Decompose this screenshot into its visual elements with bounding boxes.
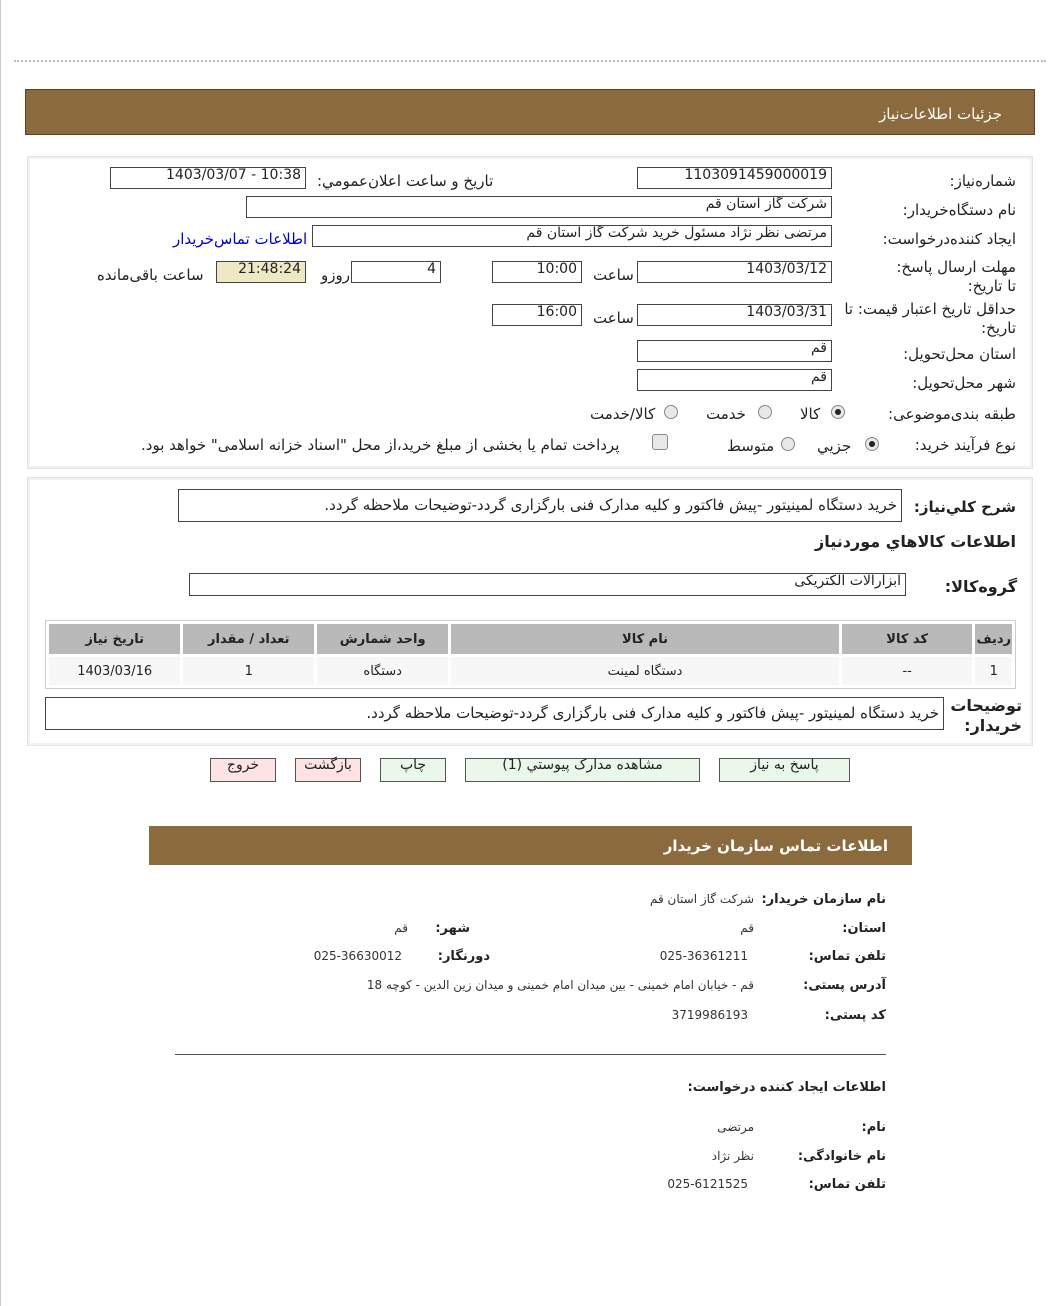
category-goods-service-label: کالا/خدمت — [590, 405, 656, 423]
category-goods-service-radio[interactable] — [664, 405, 678, 419]
deadline-time-field[interactable]: 10:00 — [492, 261, 582, 283]
days-label: روزو — [321, 266, 350, 284]
col-item-code: کد کالا — [842, 624, 973, 654]
need-number-label: شماره‌نیاز: — [949, 172, 1016, 190]
back-button[interactable]: بازگشت — [295, 758, 361, 782]
validity-hour-label: ساعت — [593, 309, 634, 327]
city-field[interactable]: قم — [637, 369, 832, 391]
buyer-org-field[interactable]: شرکت گاز استان قم — [246, 196, 832, 218]
contact-phone-value: 025-36361211 — [659, 949, 748, 963]
contact-city-label: شهر: — [435, 921, 470, 936]
requester-name-value: مرتضی — [717, 1120, 754, 1134]
contact-phone-label: تلفن تماس: — [808, 949, 886, 964]
process-medium-label: متوسط — [727, 437, 775, 455]
process-medium-radio[interactable] — [781, 437, 795, 451]
category-goods-radio[interactable] — [831, 405, 845, 419]
exit-button[interactable]: خروج — [210, 758, 276, 782]
requester-phone-value: 025-6121525 — [667, 1177, 748, 1191]
deadline-date-field[interactable]: 1403/03/12 — [637, 261, 832, 283]
goods-group-field[interactable]: ابزارالات الکتریکی — [189, 573, 906, 596]
cell-item-name: دستگاه لمینت — [451, 657, 839, 685]
contact-province-value: قم — [740, 921, 754, 935]
table-row — [49, 657, 1012, 685]
need-number-field[interactable]: 1103091459000019 — [637, 167, 832, 189]
page-left-border — [0, 0, 1, 1306]
buyer-notes-field[interactable]: خرید دستگاه لمینیتور -پیش فاکتور و کلیه مدارک فنی بارگزاری گردد-توضیحات ملاحظه گردد. — [45, 697, 944, 730]
category-goods-label: کالا — [800, 405, 821, 423]
summary-field[interactable]: خرید دستگاه لمینیتور -پیش فاکتور و کلیه مدارک فنی بارگزاری گردد-توضیحات ملاحظه گردد. — [178, 489, 902, 522]
buyer-contact-link[interactable]: اطلاعات تماس‌خريدار — [173, 230, 308, 248]
requester-family-value: نظر نژاد — [711, 1149, 754, 1163]
goods-table — [46, 621, 1015, 688]
contact-postal-label: کد پستی: — [824, 1008, 886, 1023]
summary-label: شرح کلي‌نياز: — [913, 498, 1016, 516]
col-item-name: نام کالا — [451, 624, 839, 654]
cell-quantity: 1 — [183, 657, 314, 685]
cell-need-date: 1403/03/16 — [49, 657, 180, 685]
announce-date-label: تاريخ و ساعت اعلان‌عمومي: — [317, 172, 494, 190]
col-quantity: تعداد / مقدار — [183, 624, 314, 654]
contact-org-value: شرکت گاز استان قم — [650, 892, 754, 906]
creator-label: ایجاد کننده‌درخواست: — [882, 230, 1016, 248]
category-service-label: خدمت — [706, 405, 746, 423]
buyer-notes-label: توضیحات خریدار: — [950, 696, 1022, 735]
province-field[interactable]: قم — [637, 340, 832, 362]
deadline-hour-label: ساعت — [593, 266, 634, 284]
goods-table-wrapper — [45, 620, 1016, 689]
treasury-payment-note: پرداخت تمام یا بخشی از مبلغ خرید،از محل "اسناد خزانه اسلامی" خواهد بود. — [141, 436, 620, 454]
col-row-number: رديف — [975, 624, 1012, 654]
contact-separator — [175, 1054, 886, 1055]
requester-phone-label: تلفن تماس: — [808, 1177, 886, 1192]
announce-date-field[interactable]: 1403/03/07 - 10:38 — [110, 167, 306, 189]
requester-name-label: نام: — [861, 1120, 886, 1135]
contact-address-label: آدرس پستی: — [803, 978, 886, 993]
print-button[interactable]: چاپ — [380, 758, 446, 782]
process-label: نوع فرآیند خرید: — [914, 436, 1016, 454]
cell-unit: دستگاه — [317, 657, 448, 685]
process-minor-radio[interactable] — [865, 437, 879, 451]
cell-item-code: -- — [842, 657, 973, 685]
remaining-time-field: 21:48:24 — [216, 261, 306, 283]
remaining-time-label: ساعت باقی‌مانده — [97, 266, 204, 284]
contact-postal-value: 3719986193 — [671, 1008, 748, 1022]
days-remaining-field[interactable]: 4 — [351, 261, 441, 283]
col-need-date: تاريخ نياز — [49, 624, 180, 654]
validity-time-field[interactable]: 16:00 — [492, 304, 582, 326]
validity-date-field[interactable]: 1403/03/31 — [637, 304, 832, 326]
page-title: جزئیات اطلاعات‌نیاز — [879, 105, 1002, 123]
city-label: شهر محل‌تحویل: — [912, 374, 1016, 392]
treasury-payment-checkbox[interactable] — [652, 434, 668, 450]
category-service-radio[interactable] — [758, 405, 772, 419]
contact-address-value: قم - خیابان امام خمینی - بین میدان امام خمینی و میدان زین الدین - کوچه 18 — [366, 978, 754, 992]
contact-header — [149, 826, 912, 865]
goods-group-label: گروه‌کالا: — [944, 577, 1017, 596]
contact-city-value: قم — [394, 921, 408, 935]
top-divider — [14, 60, 1046, 62]
creator-field[interactable]: مرتضی نظر نژاد مسئول خرید شرکت گاز استان قم — [312, 225, 832, 247]
process-minor-label: جزيي — [817, 437, 852, 455]
contact-fax-label: دورنگار: — [437, 949, 490, 964]
province-label: استان محل‌تحویل: — [903, 345, 1016, 363]
attachments-button[interactable]: مشاهده مدارک پيوستي (1) — [465, 758, 700, 782]
col-unit: واحد شمارش — [317, 624, 448, 654]
category-label: طبقه بندی‌موضوعی: — [888, 405, 1016, 423]
contact-province-label: استان: — [842, 921, 886, 936]
contact-org-label: نام سازمان خریدار: — [761, 892, 886, 907]
page-header — [25, 89, 1035, 135]
contact-fax-value: 025-36630012 — [313, 949, 402, 963]
validity-label: حداقل تاریخ اعتبار قیمت: تا تاریخ: — [844, 300, 1016, 337]
requester-family-label: نام خانوادگی: — [797, 1149, 886, 1164]
deadline-label: مهلت ارسال پاسخ: تا تاریخ: — [896, 258, 1016, 295]
buyer-org-label: نام دستگاه‌خريدار: — [902, 201, 1016, 219]
reply-button[interactable]: پاسخ به نياز — [719, 758, 850, 782]
cell-row-number: 1 — [975, 657, 1012, 685]
table-header-row — [49, 624, 1012, 654]
goods-info-title: اطلاعات کالاهاي موردنياز — [815, 532, 1016, 551]
contact-title: اطلاعات تماس سازمان خریدار — [663, 837, 888, 855]
requester-title: اطلاعات ایجاد کننده درخواست: — [687, 1080, 886, 1095]
